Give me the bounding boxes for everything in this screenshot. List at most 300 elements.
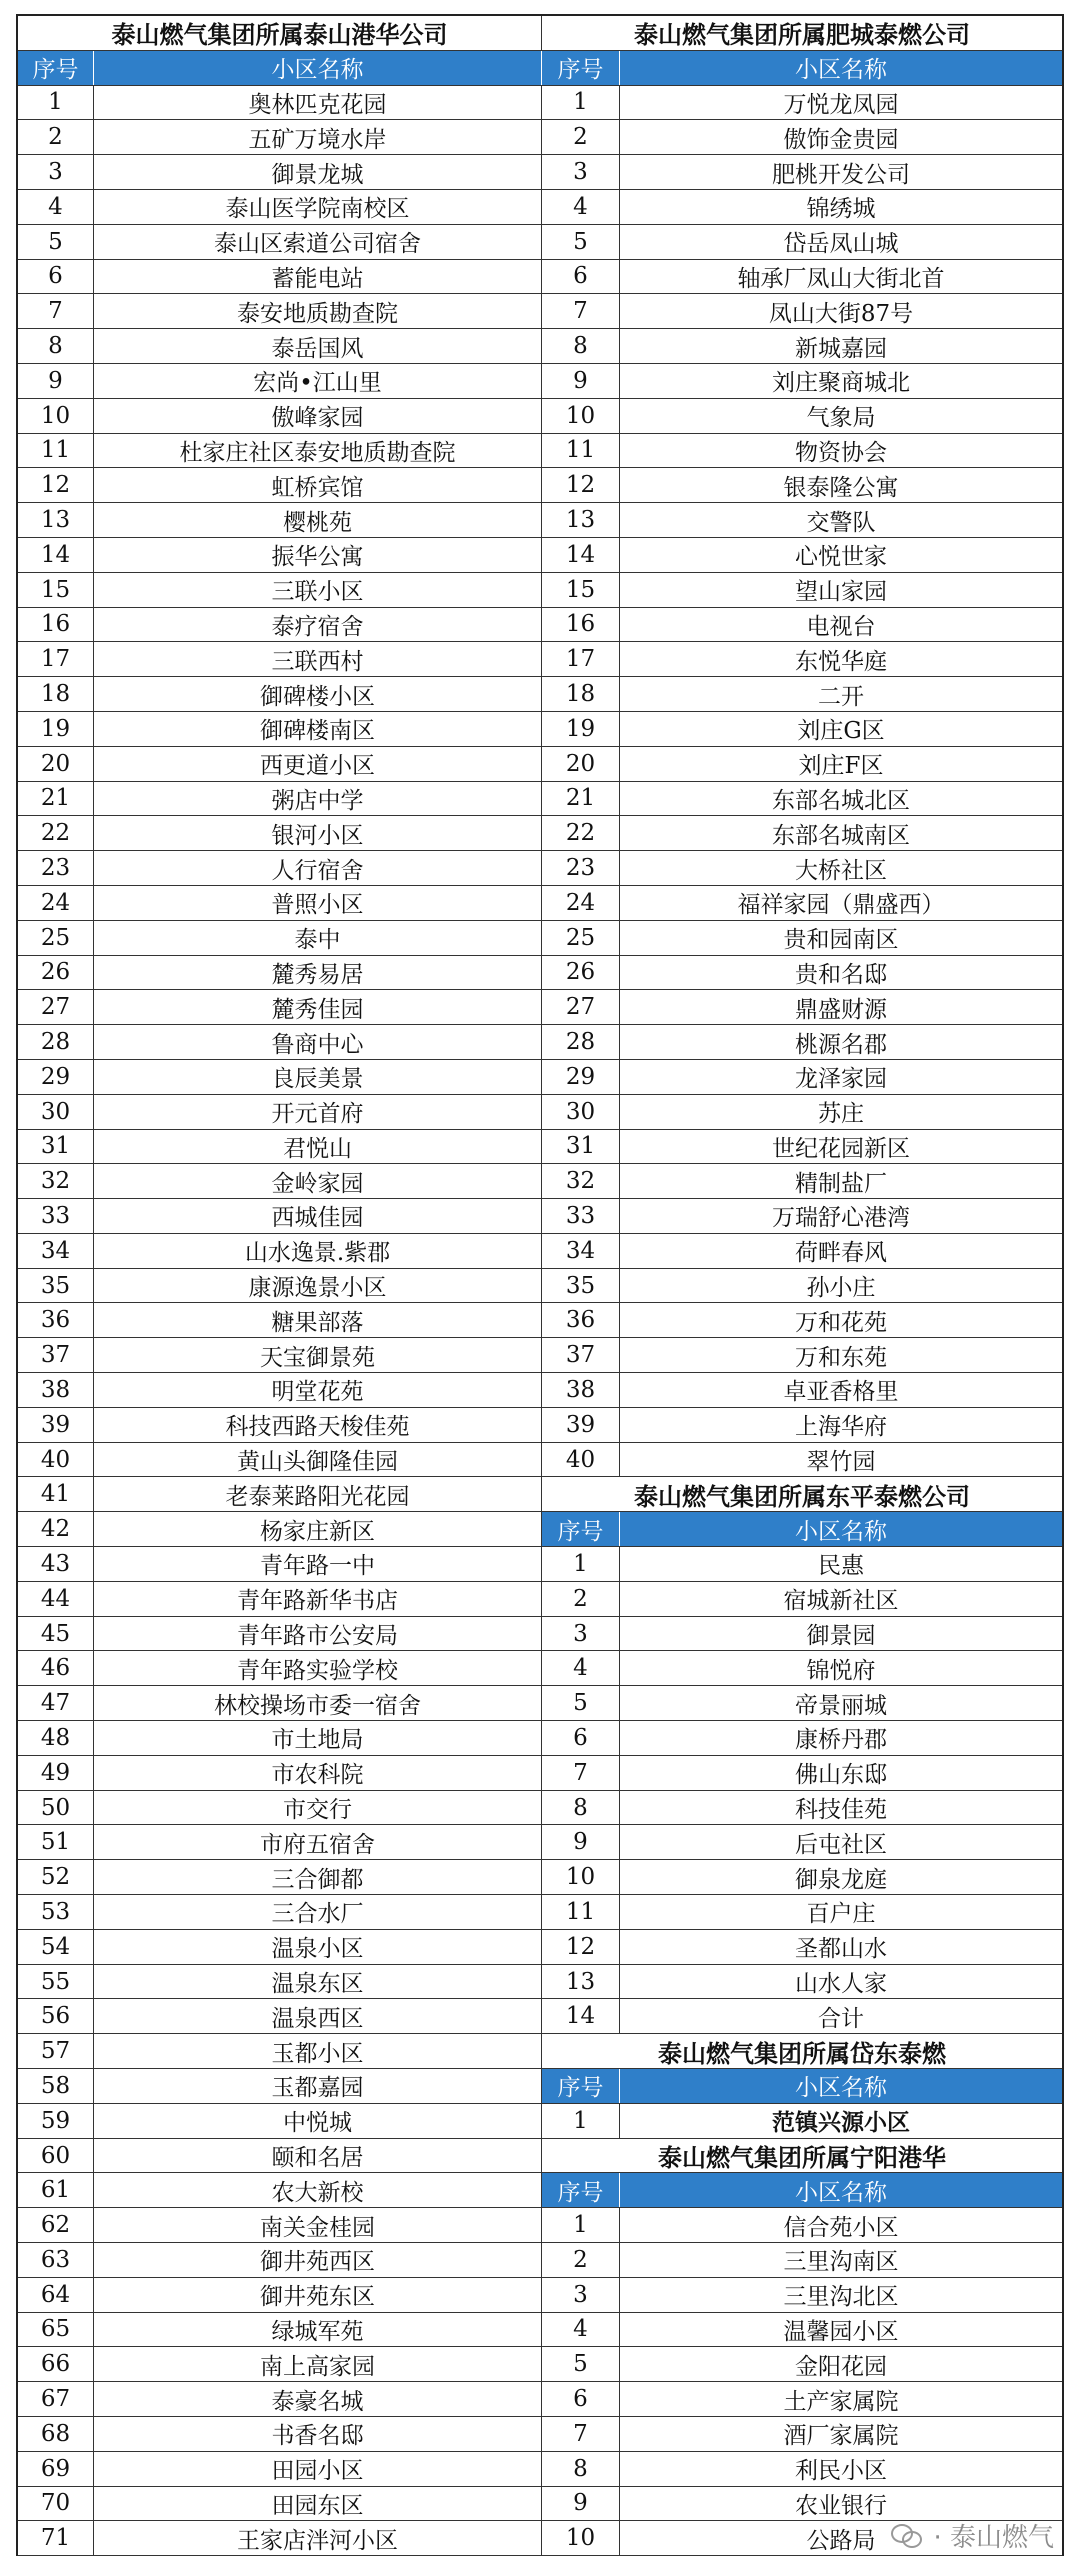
watermark <box>891 2517 1054 2554</box>
row-number: 27 <box>18 990 94 1024</box>
community-name: 康桥丹郡 <box>795 1727 887 1754</box>
community-name: 颐和名居 <box>94 2139 542 2173</box>
row-number: 28 <box>542 1025 620 1059</box>
community-name: 良辰美景 <box>94 1060 542 1094</box>
row-number: 1 <box>542 1547 620 1581</box>
table-row <box>542 225 1062 260</box>
header-no: 序号 <box>542 1512 620 1546</box>
row-number: 20 <box>542 747 620 781</box>
table-row <box>18 1825 542 1860</box>
row-number: 10 <box>542 1860 620 1894</box>
row-number: 10 <box>542 2521 620 2555</box>
table-row <box>18 1895 542 1930</box>
community-name: 刘庄聚商城北 <box>772 370 910 397</box>
left-column <box>16 14 542 2556</box>
table-row <box>542 434 1062 469</box>
table-row <box>18 2452 542 2487</box>
community-name: 南上高家园 <box>94 2347 542 2381</box>
row-number: 65 <box>18 2313 94 2347</box>
row-number: 6 <box>542 260 620 294</box>
community-name: 市府五宿舍 <box>94 1825 542 1859</box>
header-no: 序号 <box>18 51 94 85</box>
row-number: 10 <box>18 399 94 433</box>
row-number: 33 <box>18 1199 94 1233</box>
table-row <box>18 1269 542 1304</box>
row-number: 31 <box>18 1130 94 1164</box>
community-name: 御碑楼小区 <box>94 677 542 711</box>
row-number: 39 <box>18 1408 94 1442</box>
table-row <box>18 1860 542 1895</box>
table-row <box>18 1477 542 1512</box>
row-number: 47 <box>18 1686 94 1720</box>
table-row <box>18 1721 542 1756</box>
row-number: 17 <box>18 642 94 676</box>
row-number: 25 <box>542 921 620 955</box>
table-row <box>542 747 1062 782</box>
table-row <box>18 225 542 260</box>
community-name: 温馨园小区 <box>783 2318 899 2345</box>
right-column <box>542 14 1064 2556</box>
table-row <box>542 1547 1062 1582</box>
section-title: 泰山燃气集团所属泰山港华公司 <box>18 16 542 51</box>
table-row <box>18 190 542 225</box>
table-row <box>18 2521 542 2556</box>
table-row <box>18 1686 542 1721</box>
community-name: 御泉龙庭 <box>795 1866 887 1893</box>
table-row <box>18 2382 542 2417</box>
row-number: 20 <box>18 747 94 781</box>
community-name: 信合苑小区 <box>783 2214 899 2241</box>
community-name: 气象局 <box>806 405 876 432</box>
row-number: 1 <box>542 86 620 120</box>
row-number: 34 <box>18 1234 94 1268</box>
community-name: 王家店泮河小区 <box>94 2521 542 2555</box>
row-number: 14 <box>18 538 94 572</box>
community-name: 龙泽家园 <box>795 1066 887 1093</box>
community-name: 福祥家园（鼎盛西） <box>737 892 945 919</box>
row-number: 30 <box>542 1095 620 1129</box>
community-name: 温泉东区 <box>94 1965 542 1999</box>
community-name: 百户庄 <box>806 1901 876 1928</box>
row-number: 24 <box>18 886 94 920</box>
community-name: 南关金桂园 <box>94 2208 542 2242</box>
section-title: 泰山燃气集团所属宁阳港华 <box>542 2139 1062 2174</box>
table-row <box>542 816 1062 851</box>
community-name: 万和东苑 <box>795 1344 887 1371</box>
table-row <box>542 2347 1062 2382</box>
table-row <box>542 608 1062 643</box>
table-row <box>18 468 542 503</box>
header-no: 序号 <box>542 51 620 85</box>
row-number: 6 <box>542 1721 620 1755</box>
row-number: 60 <box>18 2139 94 2173</box>
table-row <box>542 294 1062 329</box>
row-number: 7 <box>542 294 620 328</box>
community-name: 泰岳国风 <box>94 329 542 363</box>
community-name: 鲁商中心 <box>94 1025 542 1059</box>
table-row <box>542 573 1062 608</box>
row-number: 21 <box>542 782 620 816</box>
row-number: 23 <box>542 851 620 885</box>
table-row <box>18 712 542 747</box>
table-row <box>18 1338 542 1373</box>
community-name: 三联小区 <box>94 573 542 607</box>
table-row <box>542 1895 1062 1930</box>
row-number: 4 <box>542 2313 620 2347</box>
community-name: 孙小庄 <box>806 1275 876 1302</box>
community-name: 鼎盛财源 <box>795 996 887 1023</box>
row-number: 11 <box>542 1895 620 1929</box>
community-name: 中悦城 <box>94 2104 542 2138</box>
community-name: 温泉小区 <box>94 1930 542 1964</box>
row-number: 9 <box>18 364 94 398</box>
community-name: 贵和名邸 <box>795 961 887 988</box>
community-name: 泰中 <box>94 921 542 955</box>
community-name: 肥桃开发公司 <box>772 161 910 188</box>
table-row <box>542 1373 1062 1408</box>
community-name: 普照小区 <box>94 886 542 920</box>
row-number: 45 <box>18 1617 94 1651</box>
table-header <box>18 51 542 86</box>
row-number: 63 <box>18 2243 94 2277</box>
row-number: 3 <box>542 155 620 189</box>
row-number: 68 <box>18 2417 94 2451</box>
table-row <box>18 1617 542 1652</box>
table-row <box>542 1756 1062 1791</box>
table-row <box>542 364 1062 399</box>
table-row <box>18 86 542 121</box>
row-number: 2 <box>542 120 620 154</box>
row-number: 36 <box>18 1303 94 1337</box>
community-name: 书香名邸 <box>94 2417 542 2451</box>
table-row <box>542 86 1062 121</box>
row-number: 48 <box>18 1721 94 1755</box>
row-number: 67 <box>18 2382 94 2416</box>
row-number: 35 <box>542 1269 620 1303</box>
table-row <box>542 886 1062 921</box>
table-row <box>542 2382 1062 2417</box>
row-number: 2 <box>542 2243 620 2277</box>
table-row <box>542 851 1062 886</box>
row-number: 23 <box>18 851 94 885</box>
community-name: 蓄能电站 <box>94 260 542 294</box>
table-row <box>18 851 542 886</box>
community-name: 青年路实验学校 <box>94 1651 542 1685</box>
community-name: 交警队 <box>806 509 876 536</box>
community-name: 傲峰家园 <box>94 399 542 433</box>
table-row <box>542 503 1062 538</box>
community-name: 五矿万境水岸 <box>94 120 542 154</box>
row-number: 43 <box>18 1547 94 1581</box>
header-no: 序号 <box>542 2069 620 2103</box>
table-row <box>542 468 1062 503</box>
row-number: 19 <box>542 712 620 746</box>
row-number: 9 <box>542 1825 620 1859</box>
row-number: 1 <box>18 86 94 120</box>
table-row <box>542 1965 1062 2000</box>
table-row <box>542 1721 1062 1756</box>
community-name: 御碑楼南区 <box>94 712 542 746</box>
community-name: 精制盐厂 <box>795 1170 887 1197</box>
row-number: 2 <box>542 1582 620 1616</box>
table-row <box>542 1686 1062 1721</box>
community-name: 西更道小区 <box>94 747 542 781</box>
table-row <box>18 1512 542 1547</box>
table-row <box>542 1617 1062 1652</box>
row-number: 1 <box>542 2104 620 2138</box>
row-number: 70 <box>18 2487 94 2521</box>
community-name: 三里沟北区 <box>783 2284 899 2311</box>
community-name: 酒厂家属院 <box>783 2423 899 2450</box>
table-row <box>18 2417 542 2452</box>
row-number: 8 <box>542 329 620 363</box>
row-number: 21 <box>18 782 94 816</box>
community-name: 杜家庄社区泰安地质勘查院 <box>94 434 542 468</box>
community-name: 圣都山水 <box>795 1936 887 1963</box>
table-row <box>18 782 542 817</box>
community-name: 青年路一中 <box>94 1547 542 1581</box>
table-row <box>542 1025 1062 1060</box>
community-name: 物资协会 <box>795 439 887 466</box>
watermark-text: · 泰山燃气 <box>933 2523 1054 2553</box>
community-name: 山水人家 <box>795 1971 887 1998</box>
table-row <box>18 399 542 434</box>
table-row <box>542 2243 1062 2278</box>
row-number: 27 <box>542 990 620 1024</box>
table-row <box>542 120 1062 155</box>
community-name: 上海华府 <box>795 1414 887 1441</box>
table-row <box>18 120 542 155</box>
row-number: 8 <box>542 1791 620 1825</box>
row-number: 37 <box>542 1338 620 1372</box>
community-name: 樱桃苑 <box>94 503 542 537</box>
table-row <box>542 2417 1062 2452</box>
header-name: 小区名称 <box>94 51 542 85</box>
row-number: 56 <box>18 1999 94 2033</box>
table-row <box>18 573 542 608</box>
community-name: 泰疗宿舍 <box>94 608 542 642</box>
community-name: 御景园 <box>806 1623 876 1650</box>
row-number: 13 <box>542 503 620 537</box>
row-number: 38 <box>542 1373 620 1407</box>
table-row <box>18 2139 542 2174</box>
community-name: 锦绣城 <box>806 196 876 223</box>
row-number: 29 <box>542 1060 620 1094</box>
table-header <box>542 51 1062 86</box>
community-name: 奥林匹克花园 <box>94 86 542 120</box>
row-number: 8 <box>542 2452 620 2486</box>
community-name: 贵和园南区 <box>783 927 899 954</box>
community-name: 东部名城北区 <box>772 787 910 814</box>
community-name: 虹桥宾馆 <box>94 468 542 502</box>
table-row <box>18 2243 542 2278</box>
table-row <box>542 712 1062 747</box>
row-number: 11 <box>18 434 94 468</box>
community-name: 玉都嘉园 <box>94 2069 542 2103</box>
row-number: 9 <box>542 364 620 398</box>
community-name: 土产家属院 <box>783 2388 899 2415</box>
community-name: 泰山区索道公司宿舍 <box>94 225 542 259</box>
community-name: 科技西路天梭佳苑 <box>94 1408 542 1442</box>
row-number: 16 <box>18 608 94 642</box>
community-name: 杨家庄新区 <box>94 1512 542 1546</box>
row-number: 32 <box>18 1164 94 1198</box>
community-name: 宿城新社区 <box>783 1588 899 1615</box>
table-row <box>18 1130 542 1165</box>
table-row <box>18 747 542 782</box>
community-name: 西城佳园 <box>94 1199 542 1233</box>
community-name: 温泉西区 <box>94 1999 542 2033</box>
community-name: 三合御都 <box>94 1860 542 1894</box>
row-number: 61 <box>18 2173 94 2207</box>
row-number: 51 <box>18 1825 94 1859</box>
table-row <box>18 1199 542 1234</box>
community-name: 翠竹园 <box>806 1449 876 1476</box>
community-name: 天宝御景苑 <box>94 1338 542 1372</box>
community-name: 市农科院 <box>94 1756 542 1790</box>
row-number: 54 <box>18 1930 94 1964</box>
community-name: 宏尚•江山里 <box>94 364 542 398</box>
community-name: 三联西村 <box>94 642 542 676</box>
community-name: 市土地局 <box>94 1721 542 1755</box>
row-number: 38 <box>18 1373 94 1407</box>
community-name: 范镇兴源小区 <box>772 2110 910 2137</box>
community-name: 田园小区 <box>94 2452 542 2486</box>
community-name: 佛山东邸 <box>795 1762 887 1789</box>
community-name: 大桥社区 <box>795 857 887 884</box>
community-name: 泰安地质勘查院 <box>94 294 542 328</box>
table-row <box>542 155 1062 190</box>
section-title: 泰山燃气集团所属东平泰燃公司 <box>542 1477 1062 1512</box>
row-number: 57 <box>18 2034 94 2068</box>
row-number: 52 <box>18 1860 94 1894</box>
row-number: 3 <box>18 155 94 189</box>
row-number: 12 <box>542 1930 620 1964</box>
community-name: 刘庄G区 <box>797 718 885 745</box>
table-row <box>542 782 1062 817</box>
table-row <box>542 1269 1062 1304</box>
table-row <box>542 1825 1062 1860</box>
table-row <box>18 608 542 643</box>
table-row <box>18 1373 542 1408</box>
row-number: 3 <box>542 2278 620 2312</box>
table-row <box>18 1234 542 1269</box>
community-name: 御景龙城 <box>94 155 542 189</box>
table-row <box>18 434 542 469</box>
row-number: 64 <box>18 2278 94 2312</box>
community-name: 荷畔春风 <box>795 1240 887 1267</box>
table-row <box>18 1582 542 1617</box>
row-number: 50 <box>18 1791 94 1825</box>
row-number: 39 <box>542 1408 620 1442</box>
table-row <box>542 642 1062 677</box>
community-name: 农大新校 <box>94 2173 542 2207</box>
row-number: 18 <box>18 677 94 711</box>
community-name: 东悦华庭 <box>795 648 887 675</box>
row-number: 13 <box>542 1965 620 1999</box>
table-row <box>542 1338 1062 1373</box>
table-row <box>18 294 542 329</box>
table-row <box>542 538 1062 573</box>
table-row <box>18 990 542 1025</box>
community-name: 帝景丽城 <box>795 1692 887 1719</box>
table-row <box>18 921 542 956</box>
row-number: 13 <box>18 503 94 537</box>
community-name: 凤山大街87号 <box>768 300 914 327</box>
table-row <box>18 956 542 991</box>
community-name: 银河小区 <box>94 816 542 850</box>
row-number: 4 <box>18 190 94 224</box>
table-row <box>542 1234 1062 1269</box>
community-name: 新城嘉园 <box>795 335 887 362</box>
table-row <box>18 2278 542 2313</box>
table-row <box>18 1791 542 1826</box>
table-row <box>18 1965 542 2000</box>
row-number: 1 <box>542 2208 620 2242</box>
table-row <box>18 1164 542 1199</box>
row-number: 49 <box>18 1756 94 1790</box>
community-name: 君悦山 <box>94 1130 542 1164</box>
row-number: 24 <box>542 886 620 920</box>
community-name: 二开 <box>818 683 864 710</box>
table-row <box>18 364 542 399</box>
table-row <box>542 1303 1062 1338</box>
row-number: 40 <box>542 1443 620 1477</box>
row-number: 40 <box>18 1443 94 1477</box>
table-row <box>18 155 542 190</box>
community-name: 黄山头御隆佳园 <box>94 1443 542 1477</box>
table-row <box>18 503 542 538</box>
community-name: 金岭家园 <box>94 1164 542 1198</box>
section-title: 泰山燃气集团所属肥城泰燃公司 <box>542 16 1062 51</box>
row-number: 8 <box>18 329 94 363</box>
header-name: 小区名称 <box>795 57 887 84</box>
community-name: 岱岳凤山城 <box>783 231 899 258</box>
table-row <box>542 1199 1062 1234</box>
row-number: 2 <box>18 120 94 154</box>
table-row <box>18 2173 542 2208</box>
community-name: 民惠 <box>818 1553 864 1580</box>
table-row <box>542 2104 1062 2139</box>
table-row <box>542 190 1062 225</box>
table-row <box>18 1651 542 1686</box>
table-row <box>18 2069 542 2104</box>
table-row <box>18 1443 542 1478</box>
community-name: 三合水厂 <box>94 1895 542 1929</box>
community-name: 万瑞舒心港湾 <box>772 1205 910 1232</box>
row-number: 5 <box>542 2347 620 2381</box>
community-name: 东部名城南区 <box>772 822 910 849</box>
community-name: 老泰莱路阳光花园 <box>94 1477 542 1511</box>
community-name: 望山家园 <box>795 579 887 606</box>
row-number: 55 <box>18 1965 94 1999</box>
table-row <box>542 260 1062 295</box>
community-name: 糖果部落 <box>94 1303 542 1337</box>
table-row <box>542 956 1062 991</box>
table-row <box>542 1130 1062 1165</box>
table-row <box>18 1930 542 1965</box>
table-row <box>18 260 542 295</box>
community-name: 玉都小区 <box>94 2034 542 2068</box>
wechat-icon <box>891 2522 925 2550</box>
table-row <box>542 329 1062 364</box>
row-number: 42 <box>18 1512 94 1546</box>
community-name: 轴承厂凤山大街北首 <box>737 265 945 292</box>
row-number: 18 <box>542 677 620 711</box>
table-row <box>18 2347 542 2382</box>
row-number: 53 <box>18 1895 94 1929</box>
table-row <box>542 1060 1062 1095</box>
